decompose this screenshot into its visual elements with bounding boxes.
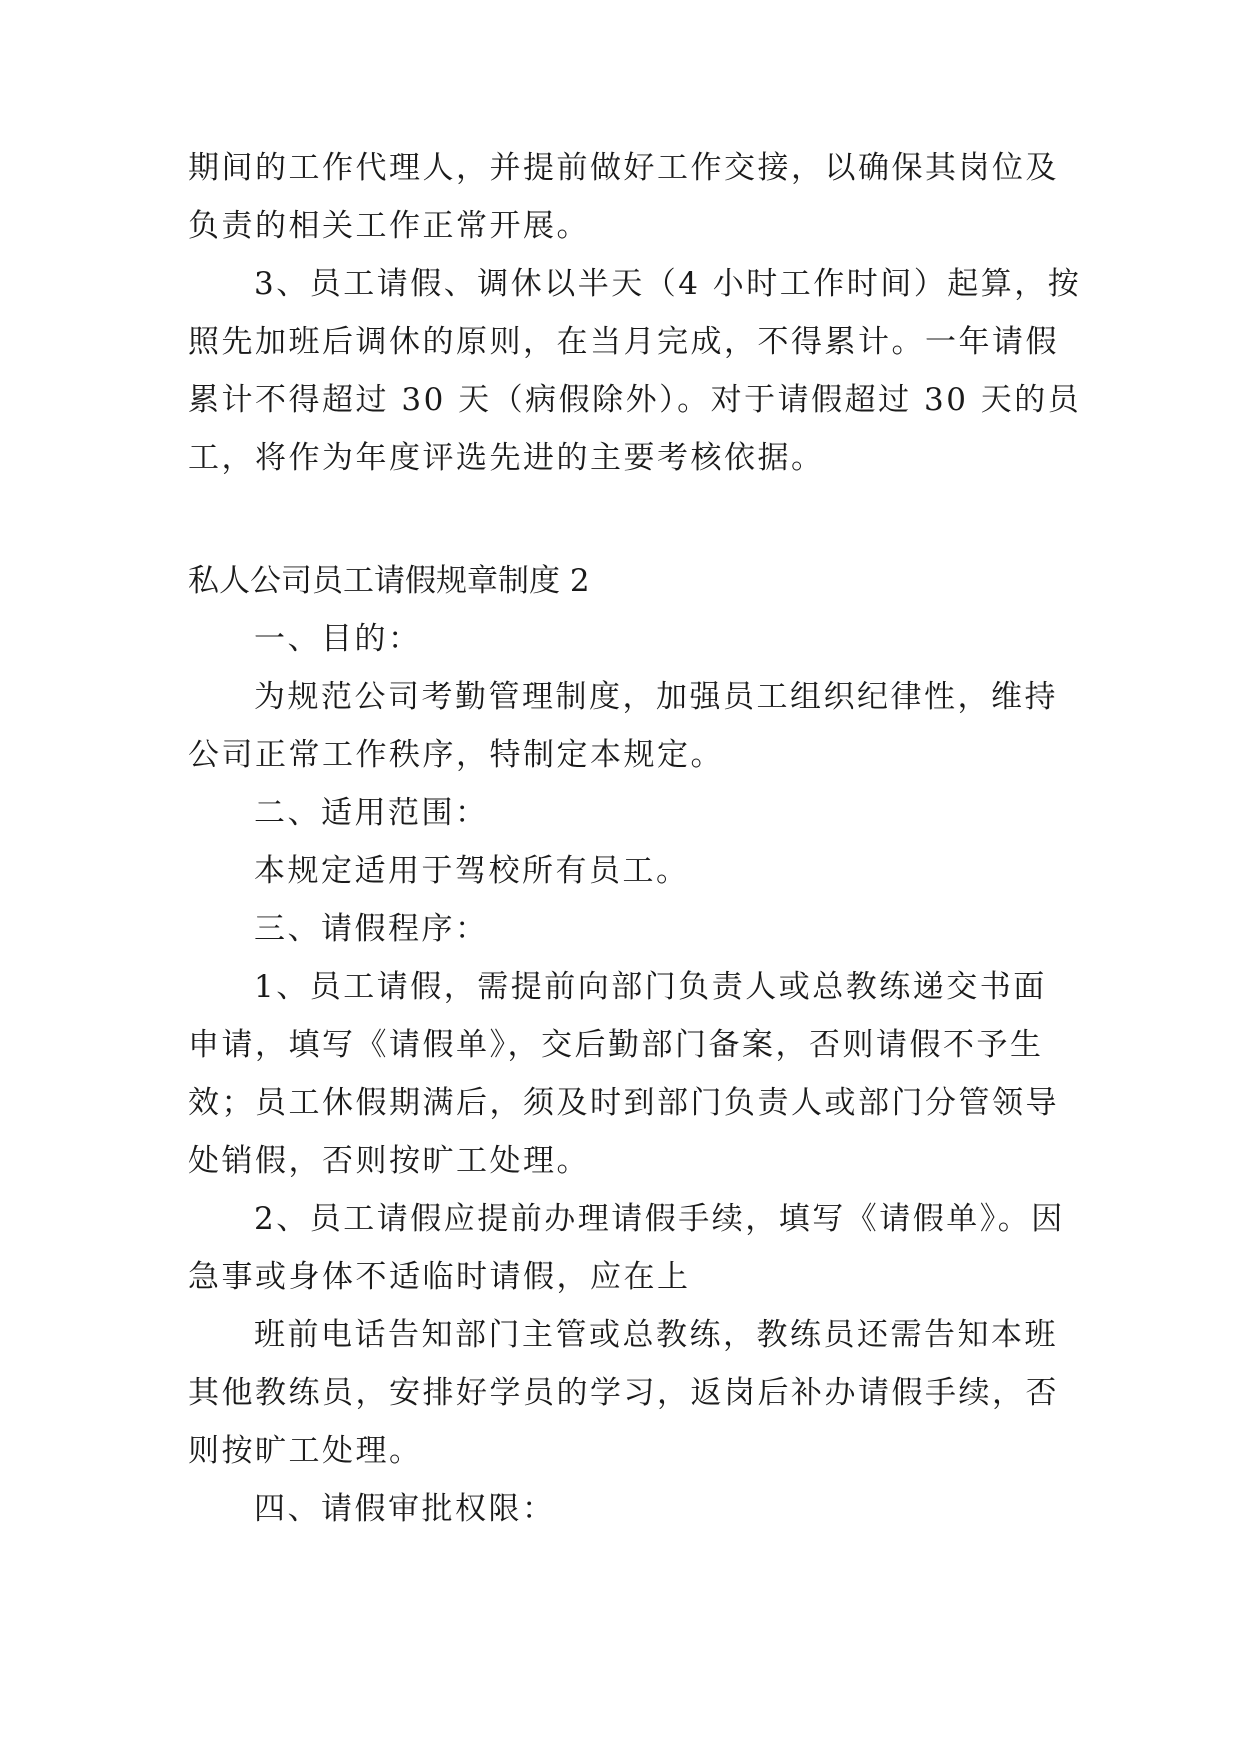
text-line: 期间的工作代理人，并提前做好工作交接，以确保其岗位及 — [188, 150, 1059, 186]
text-line: 负责的相关工作正常开展。 — [188, 208, 590, 244]
text-line: 1、员工请假，需提前向部门负责人或总教练递交书面 — [254, 969, 1047, 1005]
text-line: 处销假，否则按旷工处理。 — [188, 1143, 590, 1179]
text-line: 其他教练员，安排好学员的学习，返岗后补办请假手续，否 — [188, 1375, 1059, 1411]
text-line: 公司正常工作秩序，特制定本规定。 — [188, 737, 724, 773]
text-line: 本规定适用于驾校所有员工。 — [254, 853, 690, 889]
section-title: 私人公司员工请假规章制度 2 — [188, 563, 590, 599]
section-heading: 一、目的： — [254, 621, 422, 657]
text-line: 急事或身体不适临时请假，应在上 — [188, 1259, 691, 1295]
text-line: 3、员工请假、调休以半天（4 小时工作时间）起算，按 — [254, 266, 1082, 302]
text-line: 则按旷工处理。 — [188, 1433, 423, 1469]
text-line: 效；员工休假期满后，须及时到部门负责人或部门分管领导 — [188, 1085, 1059, 1121]
section-heading: 四、请假审批权限： — [254, 1491, 556, 1527]
section-heading: 二、适用范围： — [254, 795, 489, 831]
text-line: 工，将作为年度评选先进的主要考核依据。 — [188, 440, 825, 476]
section-heading: 三、请假程序： — [254, 911, 489, 947]
text-line: 2、员工请假应提前办理请假手续，填写《请假单》。因 — [254, 1201, 1065, 1237]
text-line: 为规范公司考勤管理制度，加强员工组织纪律性，维持 — [254, 679, 1058, 715]
text-line: 累计不得超过 30 天（病假除外）。对于请假超过 30 天的员 — [188, 382, 1082, 418]
text-line: 申请，填写《请假单》，交后勤部门备案，否则请假不予生 — [188, 1027, 1044, 1063]
text-line: 照先加班后调休的原则，在当月完成，不得累计。一年请假 — [188, 324, 1059, 360]
text-line: 班前电话告知部门主管或总教练，教练员还需告知本班 — [254, 1317, 1058, 1353]
